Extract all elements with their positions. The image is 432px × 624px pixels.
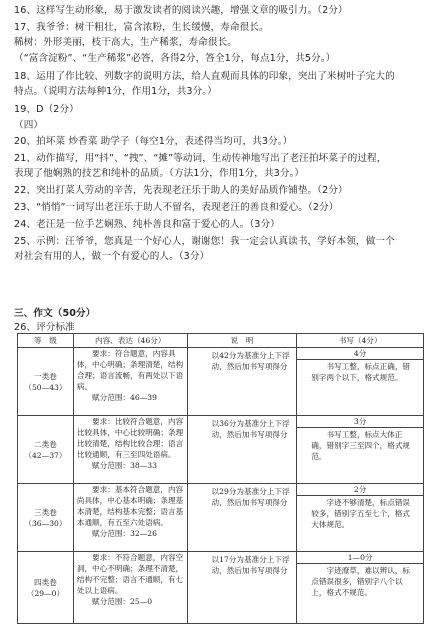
header-handwriting: 书写（4分） xyxy=(297,334,424,348)
grade-cell: 三类卷 （36—30） xyxy=(18,484,74,552)
answer-line-l25b: 对社会有用的人，做一个有爱心的人。（3分） xyxy=(14,251,210,262)
grade-cell: 二类卷 （42—37） xyxy=(18,416,74,484)
answer-line-l23: 23、“悄悄”一词写出老汪乐于助人不留名，表现老汪的善良和爱心。（2分） xyxy=(14,202,339,213)
content-cell: 要求：不符合题意，内容空洞，中心不明确；条理不清楚，结构不完整；语言不通顺，有七处以上语病。 赋分范围：25—0 xyxy=(73,552,187,624)
answer-line-l20: 20、拍坏菜 炒香菜 助学子（每空1分，表述得当均可，共3分。） xyxy=(14,136,293,147)
handwriting-score: 4分 xyxy=(297,348,423,360)
answer-line-l16: 16、这样写生动形象，易于激发读者的阅读兴趣，增强文章的吸引力。（2分） xyxy=(14,5,348,16)
answer-line-l19b: （四） xyxy=(14,120,44,131)
handwriting-cell xyxy=(297,552,424,624)
content-cell: 要求：基本符合题意，内容尚具体，中心基本明确；条理基本清楚，结构基本完整；语言基本通顺，有五至六处语病。 赋分范围：32—26 xyxy=(73,484,187,552)
answer-line-l17: 17、我爷爷：树干粗壮，富含浓粉，生长缓慢，寿命很长。 xyxy=(14,22,269,33)
answer-line-l19: 19、D（2分） xyxy=(14,104,79,115)
header-content: 内容、表达（46分） xyxy=(73,334,187,348)
scoring-table xyxy=(17,333,424,624)
answer-line-l24: 24、老汪是一位手艺娴熟、纯朴善良和富于爱心的人。（3分） xyxy=(14,219,280,230)
grade-cell: 四类卷 （29—0） xyxy=(18,552,74,624)
handwriting-criteria: 书写工整，标点正确，错别字两个以下，格式规范。 xyxy=(311,362,411,382)
answer-line-l17b: 稀树：外形美丽，枝干高大，生产稀浆，寿命很长。 xyxy=(14,37,237,48)
grade-cell: 一类卷 （50—43） xyxy=(18,348,74,416)
content-cell: 要求：符合题意，内容具体，中心明确；条理清楚，结构合理；语言流畅，有两处以下语病。 赋分范围：46—39 xyxy=(73,348,187,416)
note-cell: 以42分为基准分上下浮动，然后加书写项得分 xyxy=(187,348,297,416)
answer-line-l21: 21、动作描写，用“抖”、“拽”、“摊”等动词，生动传神地写出了老汪拍坏菜子的过程， xyxy=(14,153,387,164)
handwriting-criteria: 字迹潦草，难以辨认，标点错误很多，错别字八个以上，格式不规范。 xyxy=(311,566,411,597)
table-row xyxy=(18,416,424,484)
table-row xyxy=(18,484,424,552)
note-cell: 以29分为基准分上下浮动，然后加书写项得分 xyxy=(187,484,297,552)
note-cell: 以17分为基准分上下浮动，然后加书写项得分 xyxy=(187,552,297,624)
content-cell: 要求：比较符合题意，内容比较具体，中心比较明确；条理比较清楚，结构比较合理；语言比较通顺，有三至四处语病。 赋分范围：38—33 xyxy=(73,416,187,484)
answer-line-l17c: （“富含淀粉”、“生产稀浆”必答，各得2分，答全1分，每点1分，共5分。） xyxy=(14,53,336,64)
answer-line-l25: 25、示例：汪爷爷，您真是一个好心人，谢谢您！我一定会认真读书，学好本领，做一个 xyxy=(14,236,395,247)
handwriting-cell xyxy=(297,416,424,484)
handwriting-cell xyxy=(297,484,424,552)
note-cell: 以36分为基准分上下浮动，然后加书写项得分 xyxy=(187,416,297,484)
handwriting-criteria: 字迹不够清楚，标点错误较多，错别字五至七个，格式大体规范。 xyxy=(311,498,411,529)
answer-line-l21b: 表现了他娴熟的技艺和纯朴的品质。（方法1分，作用1分，共3分。） xyxy=(14,168,305,179)
table-row xyxy=(18,552,424,624)
handwriting-criteria: 书写工整，标点大体正确，错别字三至四个，格式规范。 xyxy=(311,430,411,461)
item-26-label: 26、评分标准 xyxy=(14,322,75,333)
answer-line-l18: 18、运用了作比较、列数字的说明方法，给人直观而具体的印象，突出了米树叶子完大的 xyxy=(14,71,395,82)
table-row xyxy=(18,348,424,416)
answer-line-l18b: 特点。（说明方法每种1分，作用1分，共3分。） xyxy=(14,86,217,97)
handwriting-score: 3分 xyxy=(297,416,423,428)
table-header-row xyxy=(18,334,424,348)
section-heading-essay: 三、作文（50分） xyxy=(14,308,96,319)
header-grade: 等 级 xyxy=(18,334,74,348)
handwriting-score: 2分 xyxy=(297,484,423,496)
handwriting-score: 1—0分 xyxy=(297,552,423,564)
header-note: 说 明 xyxy=(187,334,297,348)
answer-line-l22: 22、突出打菜人劳动的辛苦，先表现老汪乐于助人的美好品质作铺垫。（2分） xyxy=(14,185,348,196)
handwriting-cell xyxy=(297,348,424,416)
